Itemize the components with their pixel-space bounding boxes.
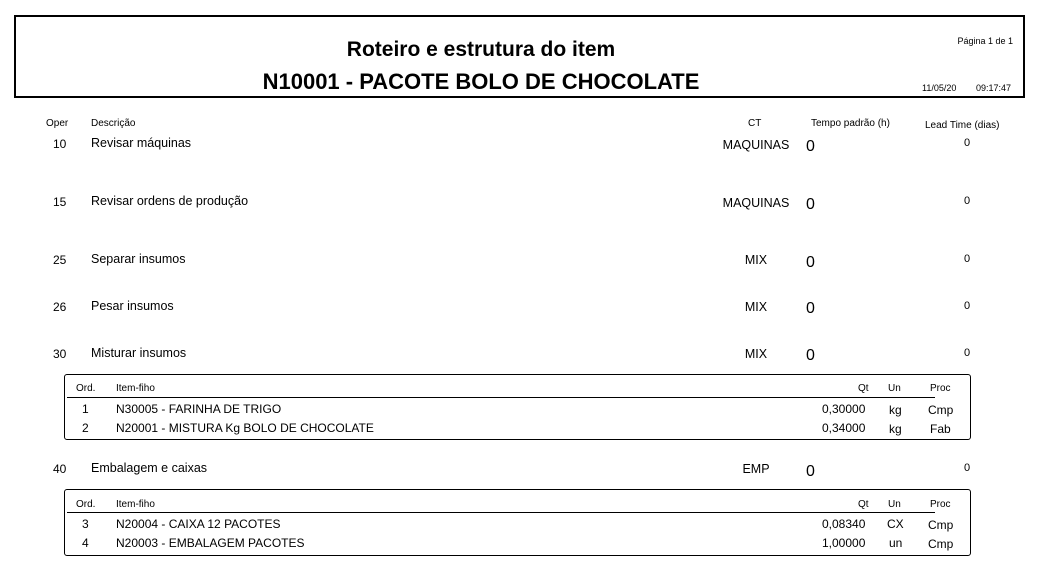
op-lead: 0 bbox=[964, 137, 971, 149]
comp-qt: 0,30000 bbox=[822, 402, 866, 416]
col-descricao: Descrição bbox=[91, 118, 136, 129]
comp-un: un bbox=[889, 536, 903, 550]
comp-col-qt: Qt bbox=[858, 383, 869, 394]
report-date: 11/05/20 bbox=[922, 83, 957, 93]
op-ct: MIX bbox=[744, 253, 768, 267]
comp-ord: 4 bbox=[82, 536, 89, 550]
op-description: Revisar máquinas bbox=[91, 136, 192, 150]
comp-un: CX bbox=[887, 517, 904, 531]
op-description: Pesar insumos bbox=[91, 299, 174, 313]
report-subtitle: N10001 - PACOTE BOLO DE CHOCOLATE bbox=[262, 69, 700, 94]
comp-col-item: Item-fiho bbox=[116, 499, 155, 510]
comp-un: kg bbox=[889, 422, 902, 436]
comp-col-item: Item-fiho bbox=[116, 383, 155, 394]
op-tempo: 0 bbox=[806, 254, 815, 271]
op-tempo: 0 bbox=[806, 463, 815, 480]
comp-col-qt: Qt bbox=[858, 499, 869, 510]
op-number: 25 bbox=[53, 253, 67, 267]
op-description: Misturar insumos bbox=[91, 346, 187, 360]
comp-item: N20001 - MISTURA Kg BOLO DE CHOCOLATE bbox=[116, 421, 374, 435]
report-title: Roteiro e estrutura do item bbox=[346, 38, 616, 61]
op-tempo: 0 bbox=[806, 347, 815, 364]
report-time: 09:17:47 bbox=[976, 83, 1012, 93]
comp-qt: 0,34000 bbox=[822, 421, 866, 435]
op-description: Separar insumos bbox=[91, 252, 186, 266]
comp-col-ord: Ord. bbox=[76, 499, 96, 510]
op-ct: MIX bbox=[744, 347, 768, 361]
comp-proc: Cmp bbox=[928, 518, 954, 532]
col-oper: Oper bbox=[46, 118, 69, 129]
comp-un: kg bbox=[889, 403, 902, 417]
op-tempo: 0 bbox=[806, 138, 815, 155]
op-number: 10 bbox=[53, 137, 67, 151]
comp-col-un: Un bbox=[888, 383, 901, 394]
op-description: Embalagem e caixas bbox=[91, 461, 208, 475]
divider bbox=[67, 397, 935, 398]
comp-qt: 1,00000 bbox=[822, 536, 866, 550]
comp-col-un: Un bbox=[888, 499, 901, 510]
op-lead: 0 bbox=[964, 195, 971, 207]
op-lead: 0 bbox=[964, 253, 971, 265]
comp-item: N20004 - CAIXA 12 PACOTES bbox=[116, 517, 281, 531]
op-number: 40 bbox=[53, 462, 67, 476]
col-tempo: Tempo padrão (h) bbox=[811, 118, 890, 129]
comp-proc: Cmp bbox=[928, 537, 954, 551]
comp-col-ord: Ord. bbox=[76, 383, 96, 394]
col-lead: Lead Time (dias) bbox=[925, 120, 1000, 131]
op-number: 26 bbox=[53, 300, 67, 314]
report-header bbox=[14, 15, 1025, 98]
comp-qt: 0,08340 bbox=[822, 517, 866, 531]
divider bbox=[67, 512, 935, 513]
comp-ord: 1 bbox=[82, 402, 89, 416]
comp-item: N30005 - FARINHA DE TRIGO bbox=[116, 402, 282, 416]
op-lead: 0 bbox=[964, 462, 971, 474]
op-number: 30 bbox=[53, 347, 67, 361]
op-number: 15 bbox=[53, 195, 67, 209]
op-tempo: 0 bbox=[806, 300, 815, 317]
col-ct: CT bbox=[748, 118, 762, 129]
op-lead: 0 bbox=[964, 300, 971, 312]
comp-ord: 2 bbox=[82, 421, 89, 435]
comp-item: N20003 - EMBALAGEM PACOTES bbox=[116, 536, 305, 550]
comp-col-proc: Proc bbox=[930, 383, 951, 394]
comp-proc: Cmp bbox=[928, 403, 954, 417]
op-ct: MIX bbox=[744, 300, 768, 314]
comp-col-proc: Proc bbox=[930, 499, 951, 510]
op-ct: EMP bbox=[742, 462, 770, 476]
op-tempo: 0 bbox=[806, 196, 815, 213]
op-description: Revisar ordens de produção bbox=[91, 194, 249, 208]
comp-proc: Fab bbox=[930, 422, 951, 436]
op-ct: MAQUINAS bbox=[722, 138, 790, 152]
op-lead: 0 bbox=[964, 347, 971, 359]
op-ct: MAQUINAS bbox=[722, 196, 790, 210]
page-number: Página 1 de 1 bbox=[957, 36, 1013, 46]
comp-ord: 3 bbox=[82, 517, 89, 531]
